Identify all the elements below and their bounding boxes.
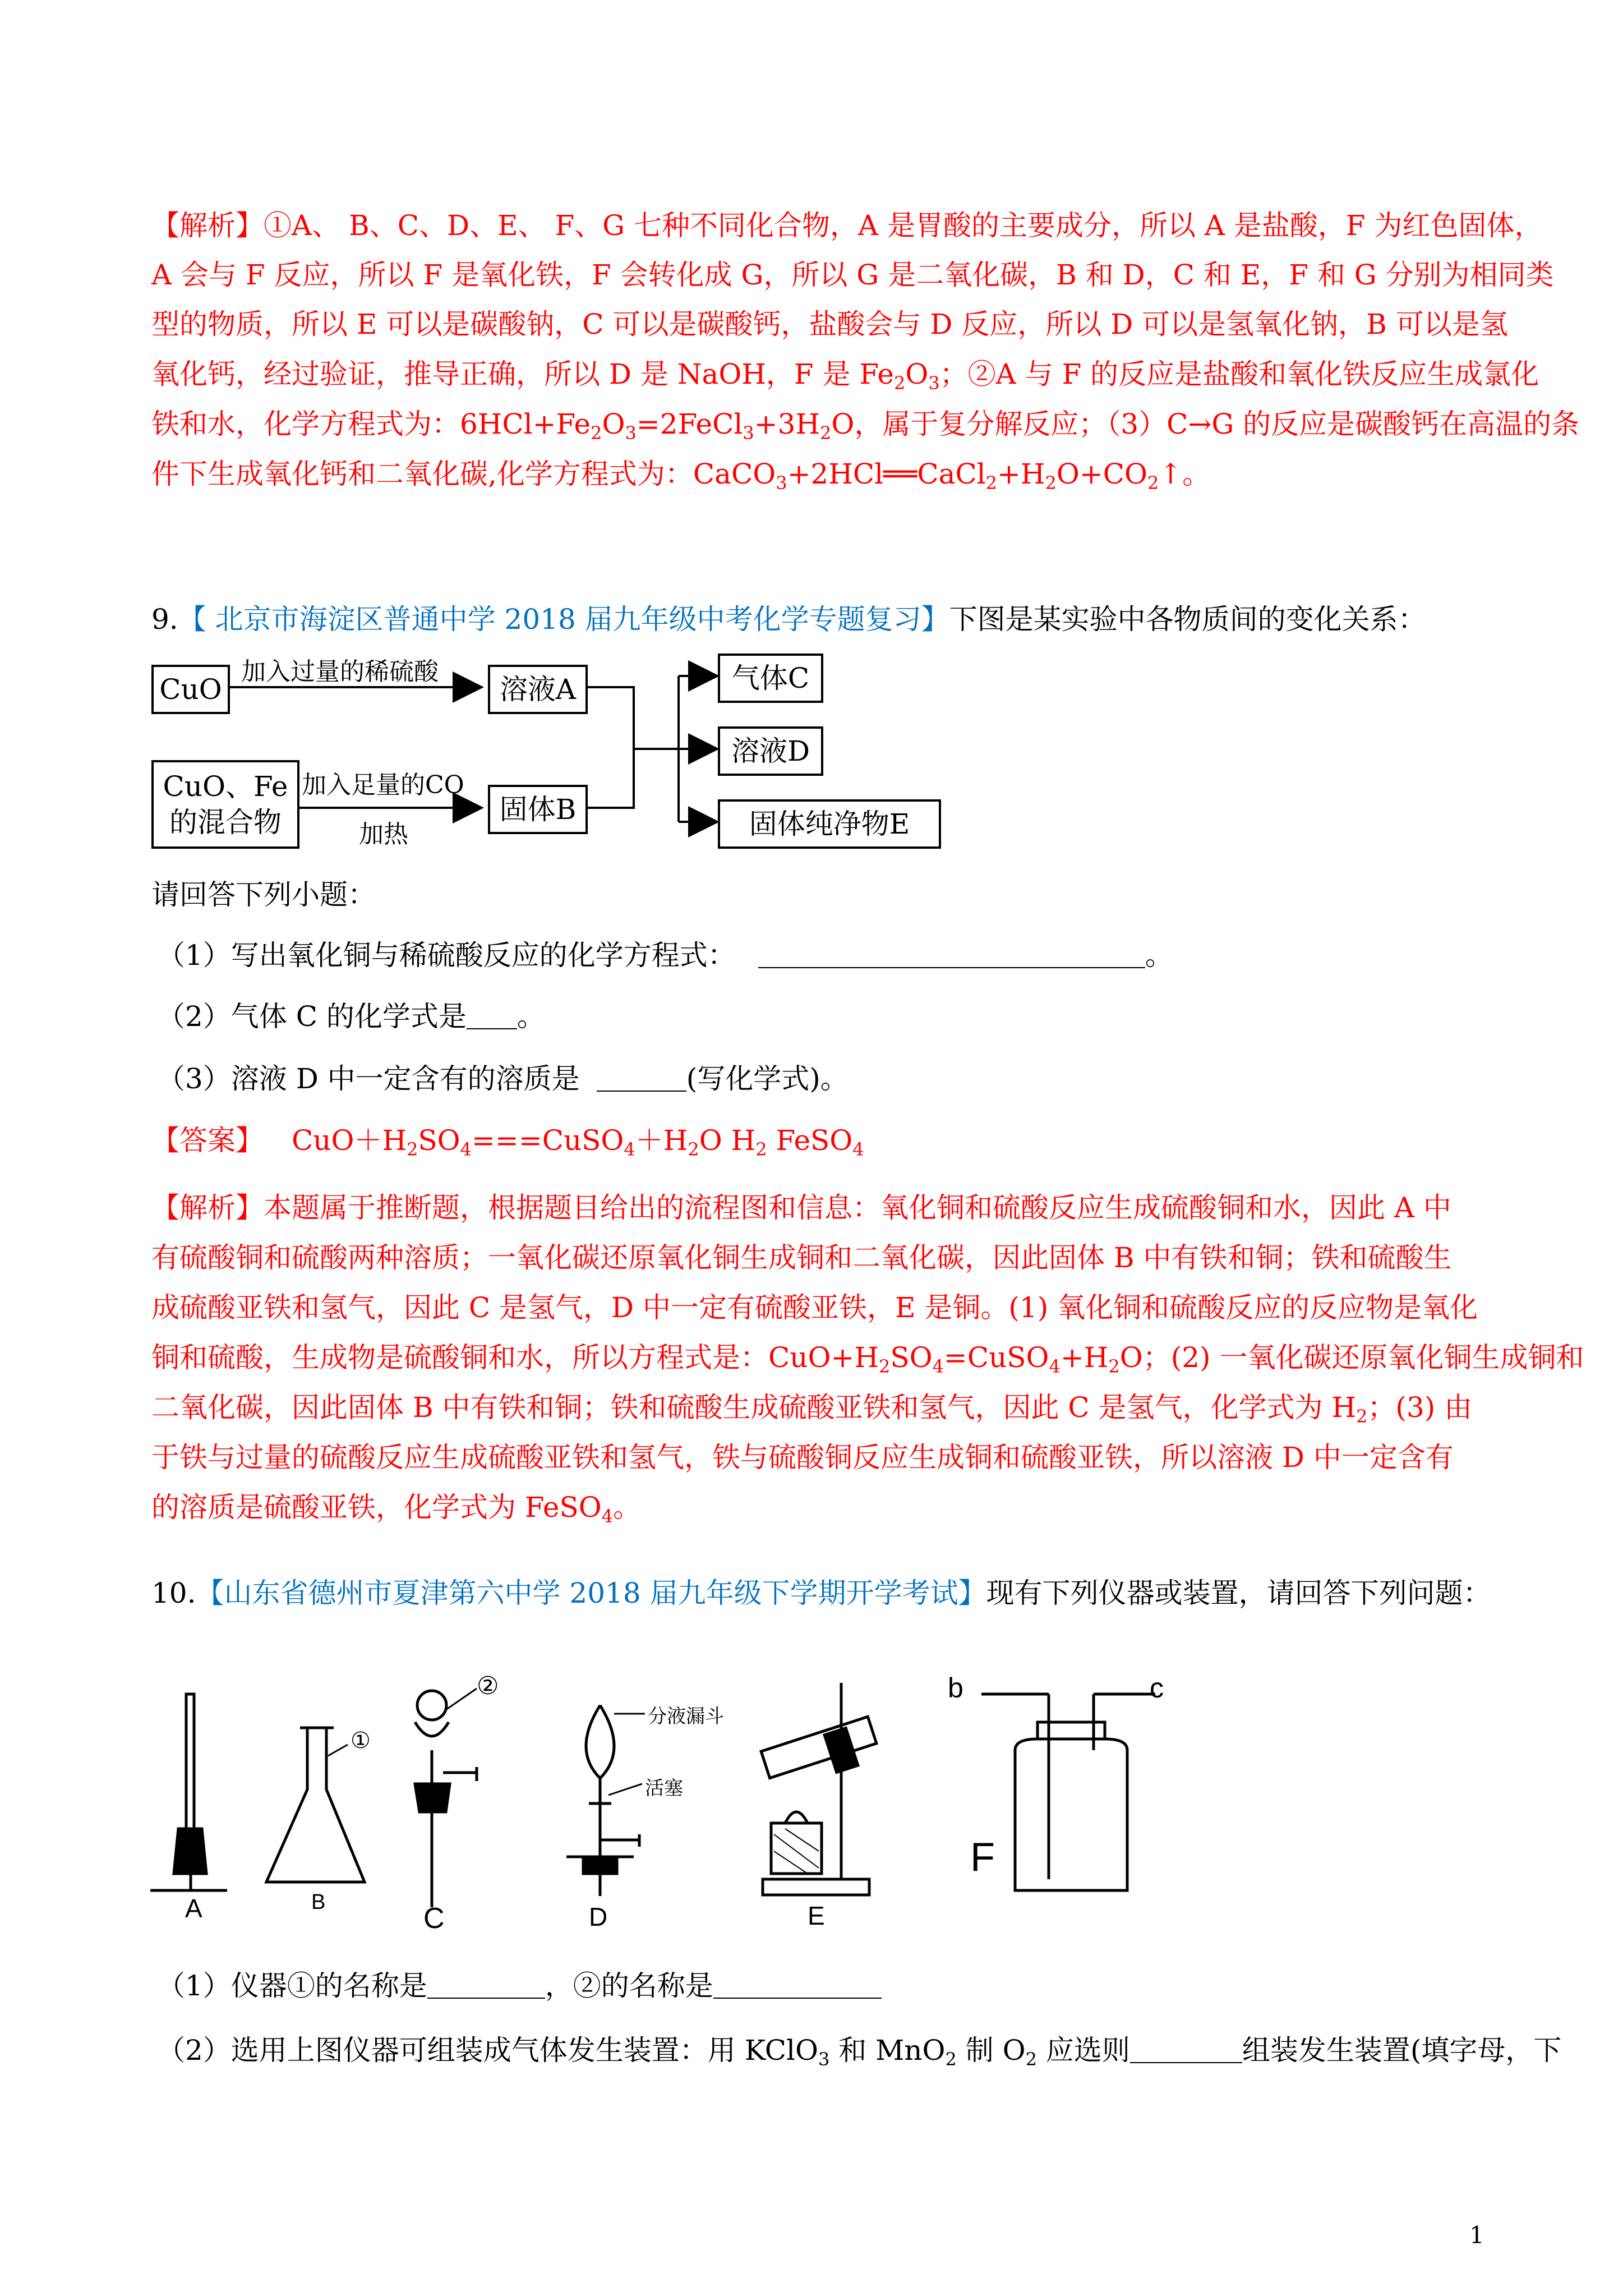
analysis-line-3: 型的物质，所以 E 可以是碳酸钠，C 可以是碳酸钙，盐酸会与 D 反应，所以 D 可以是氢氧化钠，B 可以是氢 <box>151 308 1508 341</box>
subscript: 4 <box>932 1356 944 1377</box>
sub-text: （2）气体 C 的化学式是 <box>157 1000 467 1033</box>
box-cuo: CuO <box>151 665 230 714</box>
subscript: 2 <box>407 1139 418 1160</box>
text-seg: O+CO <box>1056 458 1148 490</box>
text-seg: SO <box>890 1341 933 1374</box>
text-seg: 二氧化碳，因此固体 B 中有铁和铜；铁和硫酸生成硫酸亚铁和氢气，因此 C 是氢气，化学式为 H <box>151 1391 1357 1424</box>
subscript: 2 <box>820 422 832 444</box>
label-b: B <box>311 1890 326 1914</box>
question-10-stem <box>151 1576 1491 1610</box>
apparatus-d <box>566 1705 645 1896</box>
question-10-sub2 <box>157 2033 1562 2070</box>
analysis-label: 【解析】 <box>151 1191 264 1224</box>
subscript: 3 <box>928 372 940 394</box>
text-seg: +H <box>997 458 1045 490</box>
apparatus-e <box>761 1683 877 1895</box>
text-seg: +3H <box>754 408 820 440</box>
label-stopcock: 活塞 <box>645 1777 683 1800</box>
answer-label: 【答案】 <box>151 1124 264 1157</box>
text-seg: ；②A 与 F 的反应是盐酸和氧化铁反应生成氯化 <box>939 358 1539 390</box>
label-funnel: 分液漏斗 <box>648 1705 724 1728</box>
subscript: 4 <box>460 1139 472 1160</box>
subscript: 2 <box>893 372 906 394</box>
text-seg: +2HCl══CaCl <box>787 458 986 490</box>
text-seg: +H <box>1060 1341 1109 1374</box>
apparatus-drawing <box>140 1672 1542 1941</box>
text-seg: =CuSO <box>943 1341 1049 1374</box>
question-9-sub3 <box>157 1062 849 1096</box>
sub-text: 。 <box>1145 939 1173 972</box>
analysis-line-5: 铁和水，化学方程式为：$6HCl+Fe_2O_3=2FeCl_3+3H_2O$，属于复分解反应；（3）C→G 的反应是碳酸钙在高温的条 <box>151 408 1580 444</box>
sub-text: (写化学式)。 <box>686 1062 849 1095</box>
subscript: 3 <box>818 2049 830 2070</box>
analysis-text: 本题属于推断题，根据题目给出的流程图和信息：氧化铜和硫酸反应生成硫酸铜和水，因此 A 中 <box>264 1191 1451 1224</box>
question-source: 【 北京市海淀区普通中学 2018 届九年级中考化学专题复习】 <box>178 603 949 636</box>
analysis-line-1 <box>151 209 1543 242</box>
sub-text: 制 O <box>956 2034 1026 2067</box>
answer-blank-5[interactable] <box>713 1975 882 1999</box>
question-10-sub1 <box>157 1969 882 2003</box>
text-seg: ；(3) 由 <box>1367 1391 1473 1424</box>
apparatus-f <box>981 1694 1155 1890</box>
text-seg: 铁和水，化学方程式为：6HCl+Fe <box>151 408 591 440</box>
subscript: 3 <box>625 422 637 444</box>
subscript: 4 <box>624 1139 635 1160</box>
label-co: 加入足量的CO <box>302 771 464 799</box>
apparatus-b <box>266 1728 365 1882</box>
analysis-label: 【解析】 <box>151 209 264 242</box>
mixture-line-1: CuO、Fe <box>163 770 288 803</box>
q9-analysis-line-4 <box>151 1341 1584 1377</box>
apparatus-figure <box>140 1672 1542 1941</box>
answer-blank-6[interactable] <box>1130 2040 1242 2063</box>
text-seg: 件下生成氧化钙和二氧化碳,化学方程式为：CaCO <box>151 458 776 490</box>
question-9-sub1 <box>157 938 1173 972</box>
mixture-line-2: 的混合物 <box>169 806 282 839</box>
apparatus-c <box>415 1688 477 1907</box>
question-9-stem <box>151 602 1426 636</box>
box-solution-a: 溶液A <box>488 665 588 714</box>
box-solution-d: 溶液D <box>718 726 823 776</box>
sub-text: 和 MnO <box>829 2034 946 2067</box>
label-d: D <box>589 1902 608 1931</box>
question-9-prompt: 请回答下列小题： <box>151 878 376 911</box>
page-number: 1 <box>1469 2221 1484 2249</box>
q9-analysis-line-3: 成硫酸亚铁和氢气，因此 C 是氢气，D 中一定有硫酸亚铁，E 是铜。(1) 氧化铜和硫酸反应的反应物是氧化 <box>151 1291 1478 1324</box>
subscript: 2 <box>688 1139 699 1160</box>
sub-text: （1）写出氧化铜与稀硫酸反应的化学方程式： <box>157 939 736 972</box>
q9-analysis-line-6: 于铁与过量的硫酸反应生成硫酸亚铁和氢气，铁与硫酸铜反应生成铜和硫酸亚铁，所以溶液 D 中一定含有 <box>151 1441 1454 1474</box>
answer-seg: FeSO <box>767 1124 853 1157</box>
label-port-b: b <box>948 1672 963 1704</box>
analysis-line-6 <box>151 457 1211 494</box>
subscript: 4 <box>852 1139 864 1160</box>
label-a: A <box>185 1894 202 1923</box>
subscript: 4 <box>601 1506 614 1527</box>
sub-text: ，②的名称是 <box>545 1970 713 2002</box>
answer-blank-1[interactable] <box>758 945 1145 968</box>
answer-seg: CuO＋H <box>292 1124 407 1157</box>
text-seg: 铜和硫酸，生成物是硫酸铜和水，所以方程式是：CuO+H <box>151 1341 879 1374</box>
subscript: 3 <box>776 472 787 494</box>
label-acid: 加入过量的稀硫酸 <box>241 657 439 686</box>
text-seg: 氧化钙，经过验证，推导正确，所以 D 是 NaOH，F 是 Fe <box>151 358 894 390</box>
question-text: 现有下列仪器或装置，请回答下列问题： <box>986 1577 1491 1609</box>
label-e: E <box>808 1901 825 1930</box>
merge-line <box>586 687 634 808</box>
text-seg: 。 <box>613 1491 642 1524</box>
subscript: 2 <box>591 422 602 444</box>
analysis-line-2: A 会与 F 反应，所以 F 是氧化铁，F 会转化成 G，所以 G 是二氧化碳，B 和 D，C 和 E，F 和 G 分别为相同类 <box>151 259 1554 291</box>
subscript: 2 <box>945 2049 957 2070</box>
label-f: F <box>970 1835 995 1880</box>
subscript: 2 <box>1025 2049 1038 2070</box>
box-solid-e: 固体纯净物E <box>718 799 941 849</box>
question-text: 下图是某实验中各物质间的变化关系： <box>949 603 1426 636</box>
analysis-line-4: 氧化钙，经过验证，推导正确，所以 D 是 NaOH，F 是 $Fe_2O_3$；②A 与 F 的反应是盐酸和氧化铁反应生成氯化 <box>151 358 1539 394</box>
label-circle-1: ① <box>351 1728 371 1753</box>
analysis-text: ①A、 B、C、D、E、 F、G 七种不同化合物，A 是胃酸的主要成分，所以 A 是盐酸，F 为红色固体， <box>264 209 1543 242</box>
question-number: 9. <box>151 603 178 636</box>
q9-analysis-line-2: 有硫酸铜和硫酸两种溶质；一氧化碳还原氧化铜生成铜和二氧化碳，因此固体 B 中有铁和铜；铁和硫酸生 <box>151 1241 1452 1274</box>
subscript: 2 <box>1147 472 1159 494</box>
label-port-c: c <box>1150 1672 1164 1704</box>
sub-text: （2）选用上图仪器可组装成气体发生装置：用 KClO <box>157 2034 818 2067</box>
label-circle-2: ② <box>477 1672 499 1700</box>
question-9-answer <box>151 1124 864 1160</box>
text-seg: O；(2) 一氧化碳还原氧化铜生成铜和 <box>1119 1341 1584 1374</box>
answer-blank-3[interactable] <box>597 1068 686 1092</box>
answer-seg: ＋H <box>635 1124 688 1157</box>
q9-analysis-line-7 <box>151 1490 642 1527</box>
question-source: 【山东省德州市夏津第六中学 2018 届九年级下学期开学考试】 <box>196 1577 986 1609</box>
text-seg: =2FeCl <box>636 408 743 440</box>
subscript: 2 <box>1108 1356 1120 1377</box>
question-9-sub2 <box>157 1000 545 1033</box>
answer-blank-4[interactable] <box>427 1975 545 1999</box>
box-gas-c: 气体C <box>718 654 823 703</box>
apparatus-a <box>150 1694 227 1890</box>
text-seg: ↑。 <box>1159 458 1211 490</box>
flow-diagram <box>151 654 948 850</box>
sub-text: 应选则 <box>1037 2034 1130 2067</box>
q9-analysis-line-1 <box>151 1191 1451 1225</box>
q9-analysis-line-5 <box>151 1391 1473 1427</box>
subscript: 2 <box>1045 472 1057 494</box>
label-c: C <box>423 1902 445 1935</box>
answer-seg: O H <box>699 1124 756 1157</box>
subscript: 2 <box>878 1356 891 1377</box>
sub-text: （1）仪器①的名称是 <box>157 1970 427 2002</box>
subscript: 4 <box>1049 1356 1061 1377</box>
sub-text: 。 <box>517 1000 545 1033</box>
sub-text: 组装发生装置(填字母，下 <box>1242 2034 1562 2067</box>
answer-seg: ===CuSO <box>472 1124 624 1157</box>
text-seg: O，属于复分解反应；（3）C→G 的反应是碳酸钙在高温的条 <box>831 408 1580 440</box>
subscript: 2 <box>985 472 998 494</box>
subscript: 2 <box>1356 1406 1368 1427</box>
answer-blank-2[interactable] <box>467 1006 517 1029</box>
subscript: 2 <box>755 1139 767 1160</box>
box-mixture <box>151 760 299 849</box>
text-seg: 的溶质是硫酸亚铁，化学式为 FeSO <box>151 1491 602 1524</box>
subscript: 3 <box>743 422 754 444</box>
label-heat: 加热 <box>359 820 408 849</box>
box-solid-b: 固体B <box>488 785 588 834</box>
answer-seg: SO <box>418 1124 460 1157</box>
question-number: 10. <box>151 1577 196 1609</box>
sub-text: （3）溶液 D 中一定含有的溶质是 <box>157 1062 580 1095</box>
